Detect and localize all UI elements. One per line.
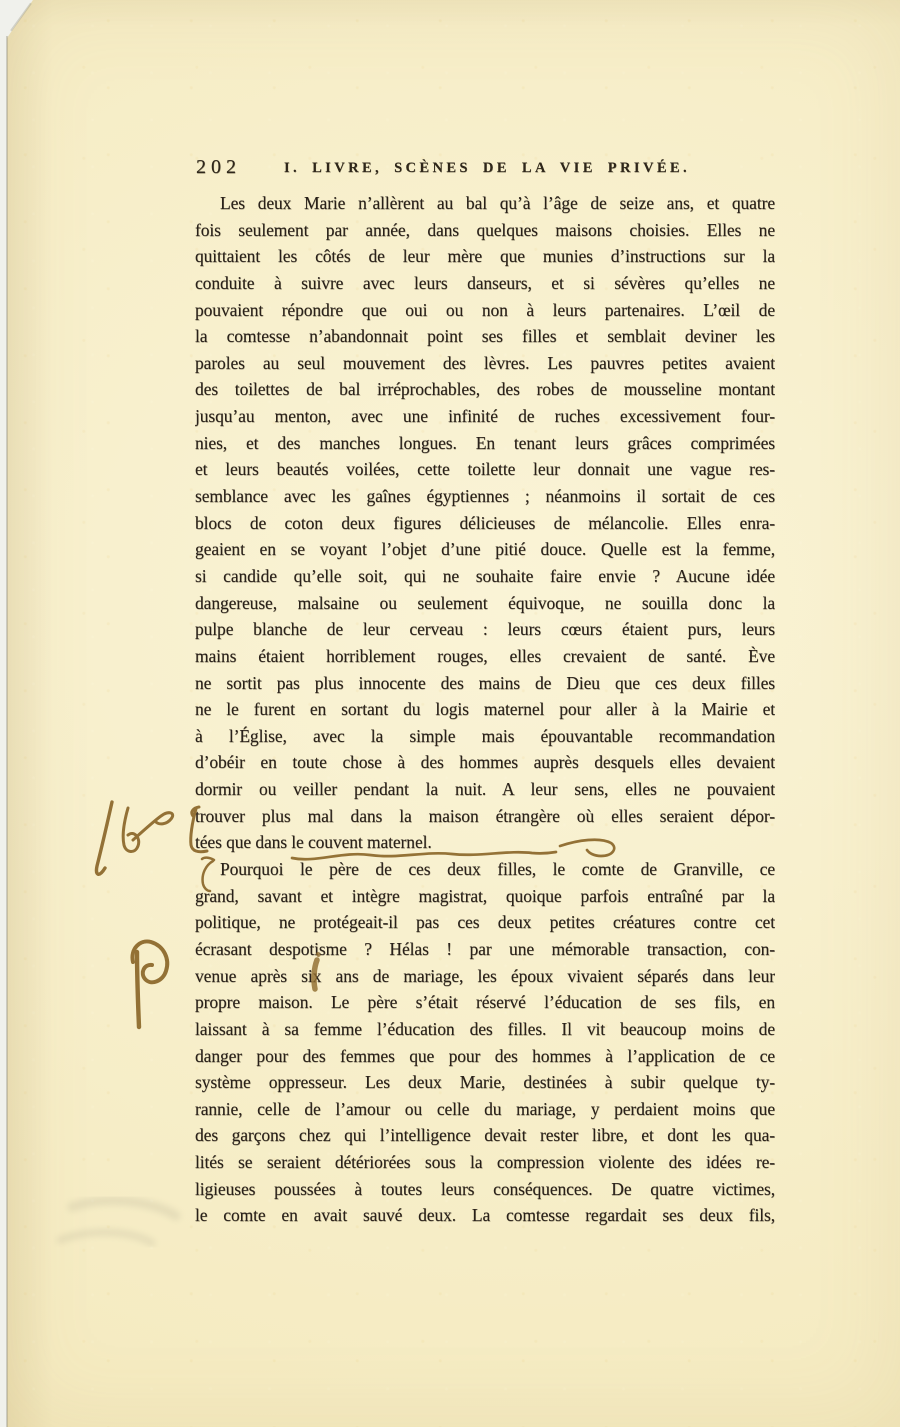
text-line: danger pour des femmes que pour des hommes à l’application de ce [195, 1045, 775, 1066]
text-line: dangereuse, malsaine ou seulement équivoque, ne souilla donc la [195, 592, 775, 613]
text-line: des toilettes de bal irréprochables, des robes de mousseline montant [195, 379, 775, 400]
text-line: Les deux Marie n’allèrent au bal qu’à l’âge de seize ans, et quatre [220, 193, 775, 213]
text-line: ne le furent en sortant du logis maternel pour aller à la Mairie et [195, 699, 775, 720]
text-line: si candide qu’elle soit, qui ne souhaite faire envie ? Aucune idée [195, 565, 775, 586]
text-line: propre maison. Le père s’était réservé l’éducation de ses fils, en [195, 992, 775, 1013]
text-line: à l’Église, avec la simple mais épouvantable recommandation [195, 725, 775, 746]
text-line: dormir ou veiller pendant la nuit. A leur sens, elles ne pouvaient [195, 779, 775, 800]
text-line: jusqu’au menton, avec une infinité de ruches excessivement four- [195, 406, 775, 427]
text-line: système oppresseur. Les deux Marie, destinées à subir quelque ty- [195, 1072, 775, 1093]
text-line: nies, et des manches longues. En tenant leurs grâces comprimées [195, 432, 775, 453]
text-line: politique, ne protégeait-il pas ces deux petites créatures contre cet [195, 912, 775, 933]
text-line: laissant à sa femme l’éducation des filles. Il vit beaucoup moins de [195, 1018, 775, 1039]
text-line: venue après six ans de mariage, les époux vivaient séparés dans leur [195, 965, 775, 986]
text-line: fois seulement par année, dans quelques maisons choisies. Elles ne [195, 219, 775, 240]
page-number: 202 [196, 156, 241, 178]
text-line: et leurs beautés voilées, cette toilette leur donnait une vague res- [195, 459, 775, 480]
paragraph [195, 856, 775, 1229]
text-line: blocs de coton deux figures délicieuses de mélancolie. Elles enra- [195, 512, 775, 533]
running-title: I. LIVRE, SCÈNES DE LA VIE PRIVÉE. [284, 160, 691, 176]
text-column [195, 190, 775, 1229]
text-line: ligieuses poussées à toutes leurs conséquences. De quatre victimes, [195, 1178, 775, 1199]
text-line: conduite à suivre avec leurs danseurs, et si sévères qu’elles ne [195, 272, 775, 293]
text-line: semblance avec les gaînes égyptiennes ; néanmoins il sortait de ces [195, 486, 775, 507]
text-line: des garçons chez qui l’intelligence devait rester libre, et dont les qua- [195, 1125, 775, 1146]
text-line: geaient en se voyant l’objet d’une pitié douce. Quelle est la femme, [195, 539, 775, 560]
text-line: paroles au seul mouvement des lèvres. Les pauvres petites avaient [195, 352, 775, 373]
text-line: grand, savant et intègre magistrat, quoique parfois entraîné par la [195, 885, 775, 906]
page-edge [6, 36, 8, 1427]
text-line: le comte en avait sauvé deux. La comtesse regardait ses deux fils, [195, 1205, 775, 1226]
text-line: rannie, celle de l’amour ou celle du mariage, y perdaient moins que [195, 1098, 775, 1119]
text-line: pulpe blanche de leur cerveau : leurs cœurs étaient purs, leurs [195, 619, 775, 640]
text-line: ne sortit pas plus innocente des mains de Dieu que ces deux filles [195, 672, 775, 693]
text-line: mains étaient horriblement rouges, elles crevaient de santé. Ève [195, 645, 775, 666]
text-line: la comtesse n’abandonnait point ses filles et semblait deviner les [195, 326, 775, 347]
text-line: Pourquoi le père de ces deux filles, le comte de Granville, ce [220, 859, 775, 880]
text-line: tées que dans le couvent maternel. [195, 832, 432, 853]
text-line: pouvaient répondre que oui ou non à leurs partenaires. L’œil de [195, 299, 775, 320]
text-line: quittaient les côtés de leur mère que munies d’instructions sur la [195, 246, 775, 267]
text-line: trouver plus mal dans la maison étrangère où elles seraient dépor- [195, 805, 775, 826]
text-line: écrasant despotisme ? Hélas ! par une mémorable transaction, con- [195, 938, 775, 959]
text-line: d’obéir en toute chose à des hommes auprès desquels elles devaient [195, 752, 775, 773]
text-line: lités se seraient détériorées sous la compression violente des idées re- [195, 1152, 775, 1173]
page-header [195, 156, 775, 182]
paragraph [195, 190, 775, 856]
